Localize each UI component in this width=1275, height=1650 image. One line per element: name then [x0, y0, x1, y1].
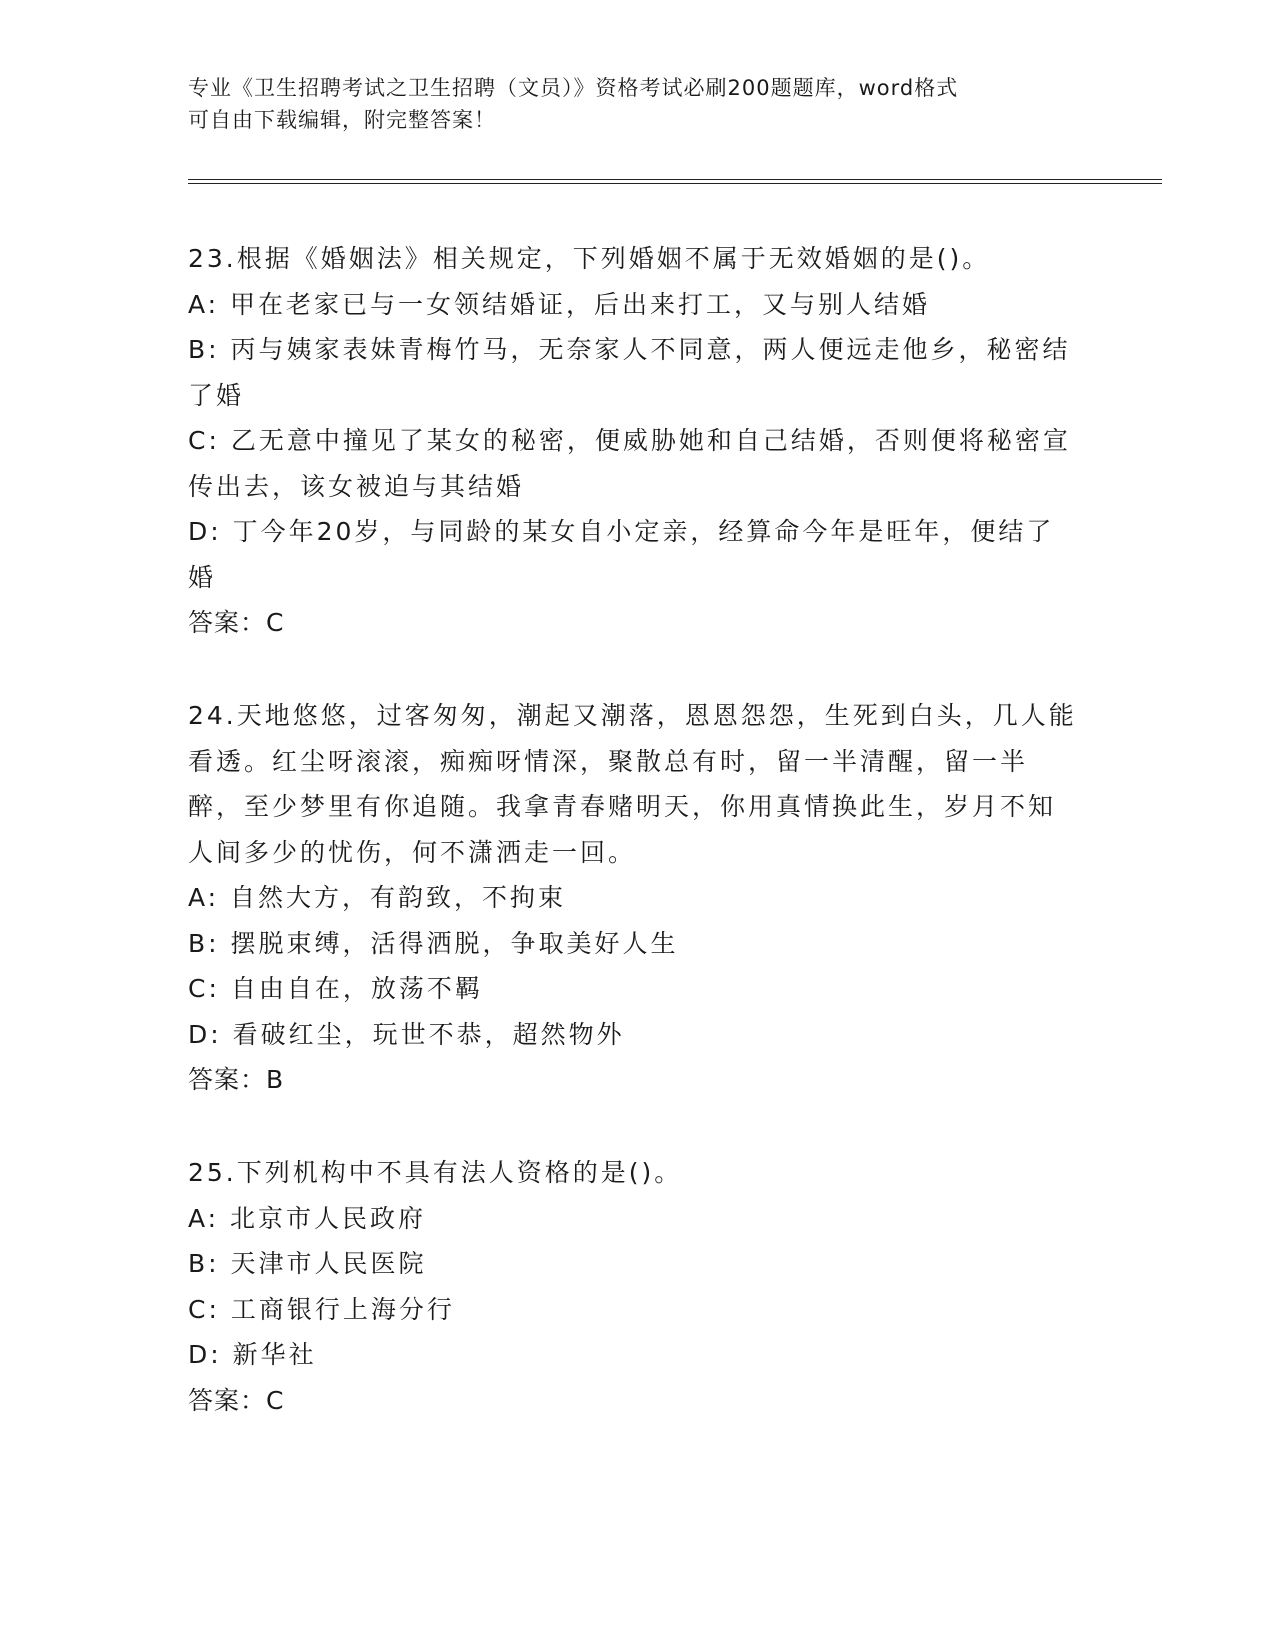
option-d: D: 新华社	[188, 1340, 317, 1369]
header-title-line-1: 专业《卫生招聘考试之卫生招聘（文员）》资格考试必刷200题题库，word格式	[188, 76, 959, 100]
answer: 答案：C	[188, 608, 285, 637]
option-a: A: 甲在老家已与一女领结婚证，后出来打工，又与别人结婚	[188, 289, 931, 319]
answer: 答案：C	[188, 1385, 285, 1415]
option-a: A: 自然大方，有韵致，不拘束	[188, 883, 567, 912]
answer: 答案：B	[188, 1065, 285, 1094]
question-24	[188, 693, 1078, 1103]
question-25	[188, 1150, 1078, 1423]
option-c: C: 乙无意中撞见了某女的秘密，便威胁她和自己结婚，否则便将秘密宣传出去，该女被迫与其结婚	[188, 426, 1071, 501]
option-a: A: 北京市人民政府	[188, 1203, 427, 1233]
option-d: D: 丁今年20岁，与同龄的某女自小定亲，经算命今年是旺年，便结了婚	[188, 517, 1055, 592]
option-b: B: 摆脱束缚，活得洒脱，争取美好人生	[188, 928, 679, 958]
question-23	[188, 236, 1078, 646]
header-rule-top	[188, 179, 1162, 180]
option-d: D: 看破红尘，玩世不恭，超然物外	[188, 1019, 625, 1049]
document-header	[188, 72, 1088, 136]
option-c: C: 工商银行上海分行	[188, 1294, 455, 1324]
question-stem: 24.天地悠悠，过客匆匆，潮起又潮落，恩恩怨怨，生死到白头，几人能看透。红尘呀滚滚，痴痴呀情深，聚散总有时，留一半清醒，留一半醉，至少梦里有你追随。我拿青春赌明天，你用真情换此生，岁月不知人间多少的忧伤，何不潇洒走一回。	[188, 701, 1077, 867]
header-title-line-2: 可自由下载编辑，附完整答案！	[188, 108, 496, 132]
question-stem: 25.下列机构中不具有法人资格的是()。	[188, 1158, 683, 1187]
option-c: C: 自由自在，放荡不羁	[188, 974, 483, 1003]
option-b: B: 天津市人民医院	[188, 1249, 427, 1278]
question-stem: 23.根据《婚姻法》相关规定，下列婚姻不属于无效婚姻的是()。	[188, 244, 991, 273]
header-rule-bottom	[188, 183, 1162, 184]
option-b: B: 丙与姨家表妹青梅竹马，无奈家人不同意，两人便远走他乡，秘密结了婚	[188, 335, 1071, 410]
